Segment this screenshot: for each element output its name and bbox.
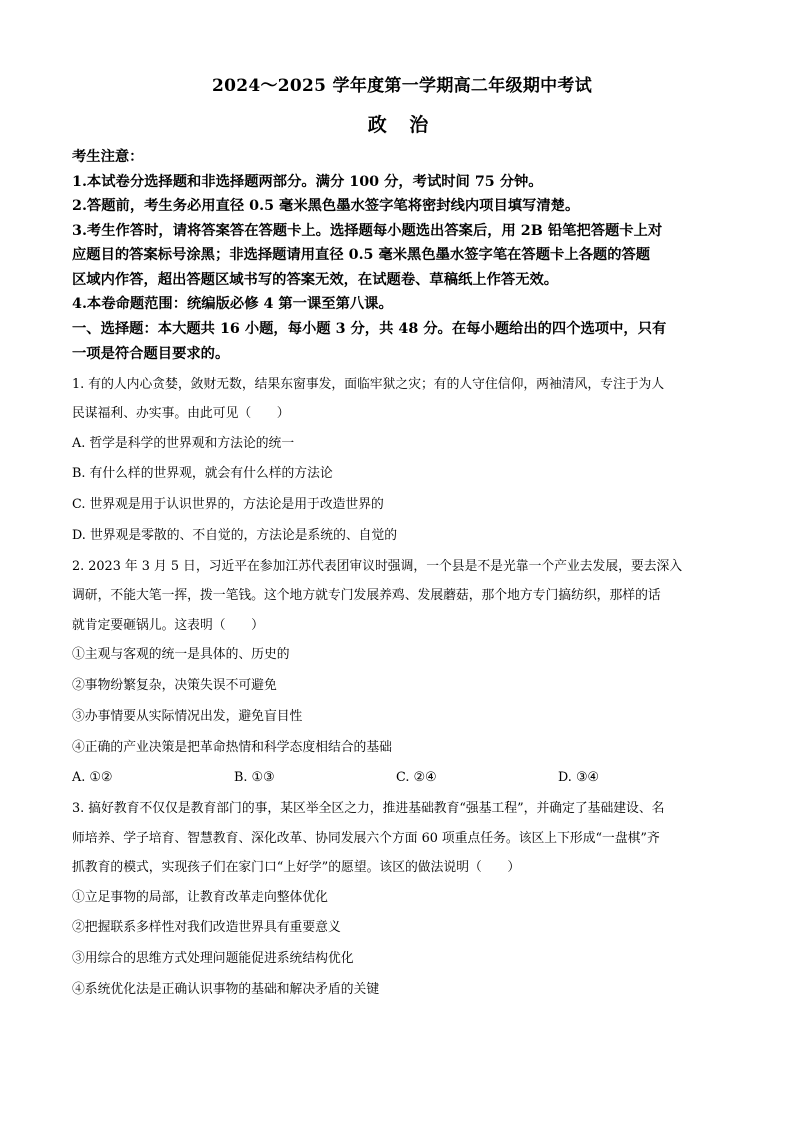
option-a: A. 哲学是科学的世界观和方法论的统一: [72, 435, 295, 451]
question-stem-line: 1. 有的人内心贪婪，敛财无数，结果东窗事发，面临牢狱之灾；有的人守住信仰，两袖清风，专注于为人: [72, 376, 665, 392]
section-heading: [72, 317, 732, 367]
notice-item: 1.本试卷分选择题和非选择题两部分。满分 100 分，考试时间 75 分钟。: [72, 173, 543, 190]
question-stem-line: 调研，不能大笔一挥，拨一笔钱。这个地方就专门发展养鸡、发展蘑菇，那个地方专门搞纺织，那样的话: [72, 588, 661, 604]
option-b: B. 有什么样的世界观，就会有什么样的方法论: [72, 466, 333, 482]
section-heading-line: 一项是符合题目要求的。: [72, 345, 230, 362]
question-stem-line: 师培养、学子培育、智慧教育、深化改革、协同发展六个方面 60 项重点任务。该区上下形成“一盘棋”齐: [72, 830, 660, 846]
statement-3: ③办事情要从实际情况出发，避免盲目性: [72, 708, 303, 724]
notice-item: 应题目的答案标号涂黑；非选择题请用直径 0.5 毫米黑色墨水签字笔在答题卡上各题的答题: [72, 247, 651, 263]
subject-title: 政 治: [367, 114, 437, 136]
statement-4: ④系统优化法是正确认识事物的基础和解决矛盾的关键: [72, 982, 380, 998]
statement-4: ④正确的产业决策是把革命热情和科学态度相结合的基础: [72, 739, 392, 755]
question-stem-line: 抓教育的模式，实现孩子们在家门口“上好学”的愿望。该区的做法说明（ ）: [72, 860, 521, 876]
choice-row: [72, 763, 732, 794]
notice-item: 4.本卷命题范围：统编版必修 4 第一课至第八课。: [72, 296, 393, 312]
statement-3: ③用综合的思维方式处理问题能促进系统结构优化: [72, 951, 354, 967]
notice-item: 3.考生作答时，请将答案答在答题卡上。选择题每小题选出答案后，用 2B 铅笔把答题卡上对: [72, 222, 663, 239]
notice-heading: 考生注意：: [72, 149, 144, 165]
exam-title: 2024～2025 学年度第一学期高二年级期中考试: [211, 76, 593, 96]
question-stem-line: 3. 搞好教育不仅仅是教育部门的事，某区举全区之力，推进基础教育“强基工程”，并确定了基础建设、名: [72, 801, 665, 817]
statement-1: ①立足事物的局部，让教育改革走向整体优化: [72, 889, 328, 905]
question-2: [72, 552, 732, 794]
choice-d: D. ③④: [558, 770, 599, 786]
option-d: D. 世界观是零散的、不自觉的，方法论是系统的、自觉的: [72, 527, 398, 543]
statement-2: ②事物纷繁复杂，决策失误不可避免: [72, 677, 277, 693]
section-heading-line: 一、选择题：本大题共 16 小题，每小题 3 分，共 48 分。在每小题给出的四个选项中，只有: [72, 320, 667, 337]
statement-1: ①主观与客观的统一是具体的、历史的: [72, 647, 290, 663]
question-1: [72, 370, 732, 552]
notice-item: 2.答题前，考生务必用直径 0.5 毫米黑色墨水签字笔将密封线内项目填写清楚。: [72, 198, 580, 214]
choice-a: A. ①②: [72, 770, 113, 786]
question-3: [72, 794, 732, 1006]
question-stem-line: 2. 2023 年 3 月 5 日，习近平在参加江苏代表团审议时强调，一个县是不是光靠一个产业去发展，要去深入: [72, 558, 683, 574]
notice-block: [72, 145, 732, 317]
notice-item: 区域内作答，超出答题区域书写的答案无效，在试题卷、草稿纸上作答无效。: [72, 271, 559, 288]
statement-2: ②把握联系多样性对我们改造世界具有重要意义: [72, 920, 341, 936]
question-stem-line: 民谋福利、办实事。由此可见（ ）: [72, 406, 290, 421]
choice-b: B. ①③: [234, 770, 275, 786]
choice-c: C. ②④: [396, 770, 437, 786]
option-c: C. 世界观是用于认识世界的，方法论是用于改造世界的: [72, 497, 384, 513]
question-stem-line: 就肯定要砸锅儿。这表明（ ）: [72, 617, 264, 633]
